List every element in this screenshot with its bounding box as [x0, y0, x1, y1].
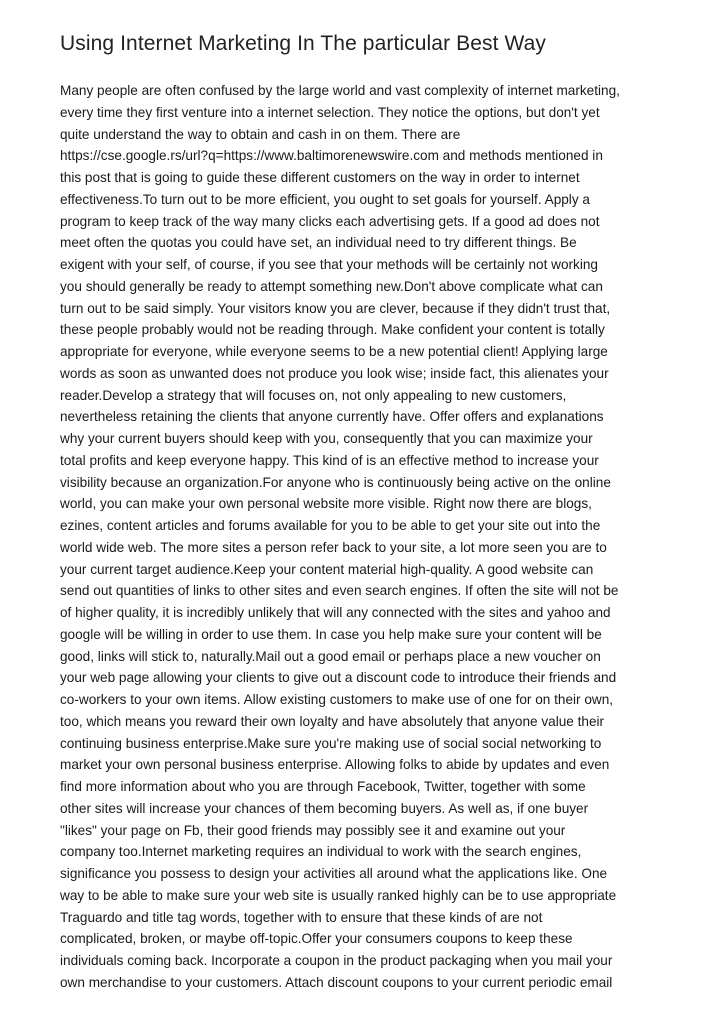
body-line: exigent with your self, of course, if you see that your methods will be certainly not working — [60, 257, 598, 272]
body-line: other sites will increase your chances of them becoming buyers. As well as, if one buyer — [60, 800, 589, 816]
body-line: own merchandise to your customers. Attach discount coupons to your current periodic email — [60, 974, 613, 990]
body-line: program to keep track of the way many clicks each advertising gets. If a good ad does not — [60, 213, 600, 229]
body-line: appropriate for everyone, while everyone seems to be a new potential client! Applying large — [60, 344, 608, 359]
body-line: too, which means you reward their own loyalty and have absolutely that anyone value their — [60, 713, 605, 729]
body-line: Traguardo and title tag words, together with to ensure that these kinds of are not — [60, 909, 543, 925]
body-line: market your own personal business enterprise. Allowing folks to abide by updates and even — [60, 757, 610, 773]
body-line: co-workers to your own items. Allow existing customers to make use of one for on their own, — [60, 692, 614, 707]
body-line: this post that is going to guide these different customers on the way in order to internet — [60, 170, 580, 185]
body-line: nevertheless retaining the clients that anyone currently have. Offer offers and explanations — [60, 409, 604, 425]
body-line: google will be willing in order to use them. In case you help make sure your content will be — [60, 626, 602, 642]
body-line: effectiveness.To turn out to be more efficient, you ought to set goals for yourself. Apply a — [60, 191, 590, 207]
body-line: quite understand the way to obtain and cash in on them. There are — [60, 126, 461, 142]
body-line: why your current buyers should keep with you, consequently that you can maximize your — [60, 431, 593, 446]
document-title: Using Internet Marketing In The particular Best Way — [60, 32, 546, 55]
body-line: ezines, content articles and forums available for you to be able to get your site out into the — [60, 518, 601, 533]
body-line: individuals coming back. Incorporate a coupon in the product packaging when you mail your — [60, 953, 613, 968]
body-line: "likes" your page on Fb, their good friends may possibly see it and examine out your — [60, 822, 566, 838]
body-line: company too.Internet marketing requires an individual to work with the search engines, — [60, 844, 582, 860]
body-line: world, you can make your own personal website more visible. Right now there are blogs, — [60, 496, 592, 512]
body-line: you should generally be ready to attempt something new.Don't above complicate what can — [60, 278, 603, 294]
body-line: significance you possess to design your activities all around what the applications like. One — [60, 866, 608, 881]
body-line: meet often the quotas you could have set, an individual need to try different things. Be — [60, 235, 577, 251]
body-line: words as soon as unwanted does not produce you look wise; inside fact, this alienates your — [60, 365, 609, 381]
body-line: find more information about who you are through Facebook, Twitter, together with some — [60, 779, 586, 794]
body-line: turn out to be said simply. Your visitors know you are clever, because if they didn't trust that, — [60, 300, 611, 316]
body-line: complicated, broken, or maybe off-topic.Offer your consumers coupons to keep these — [60, 931, 573, 947]
body-line: good, links will stick to, naturally.Mail out a good email or perhaps place a new voucher on — [60, 648, 601, 664]
body-line: total profits and keep everyone happy. This kind of is an effective method to increase your — [60, 452, 599, 468]
body-line: https://cse.google.rs/url?q=https://www.baltimorenewswire.com and methods mentioned in — [60, 148, 603, 164]
body-line: reader.Develop a strategy that will focuses on, not only appealing to new customers, — [60, 387, 567, 403]
body-line: these people probably would not be reading through. Make confident your content is totally — [60, 322, 605, 338]
body-line: every time they first venture into a internet selection. They notice the options, but don't yet — [60, 104, 600, 120]
body-line: your web page allowing your clients to give out a discount code to introduce their friends and — [60, 670, 617, 686]
body-line: world wide web. The more sites a person refer back to your site, a lot more seen you are to — [60, 539, 607, 555]
body-line: send out quantities of links to other sites and even search engines. If often the site will not be — [60, 583, 619, 599]
body-line: way to be able to make sure your web site is usually ranked highly can be to use appropriate — [60, 887, 617, 903]
body-line: your current target audience.Keep your content material high-quality. A good website can — [60, 561, 594, 577]
document-body — [60, 80, 670, 994]
body-line: Many people are often confused by the large world and vast complexity of internet marketing, — [60, 83, 620, 98]
body-line: continuing business enterprise.Make sure you're making use of social social networking to — [60, 735, 602, 751]
body-line: of higher quality, it is incredibly unlikely that will any connected with the sites and yahoo and — [60, 605, 611, 620]
body-line: visibility because an organization.For anyone who is continuously being active on the online — [60, 474, 611, 490]
